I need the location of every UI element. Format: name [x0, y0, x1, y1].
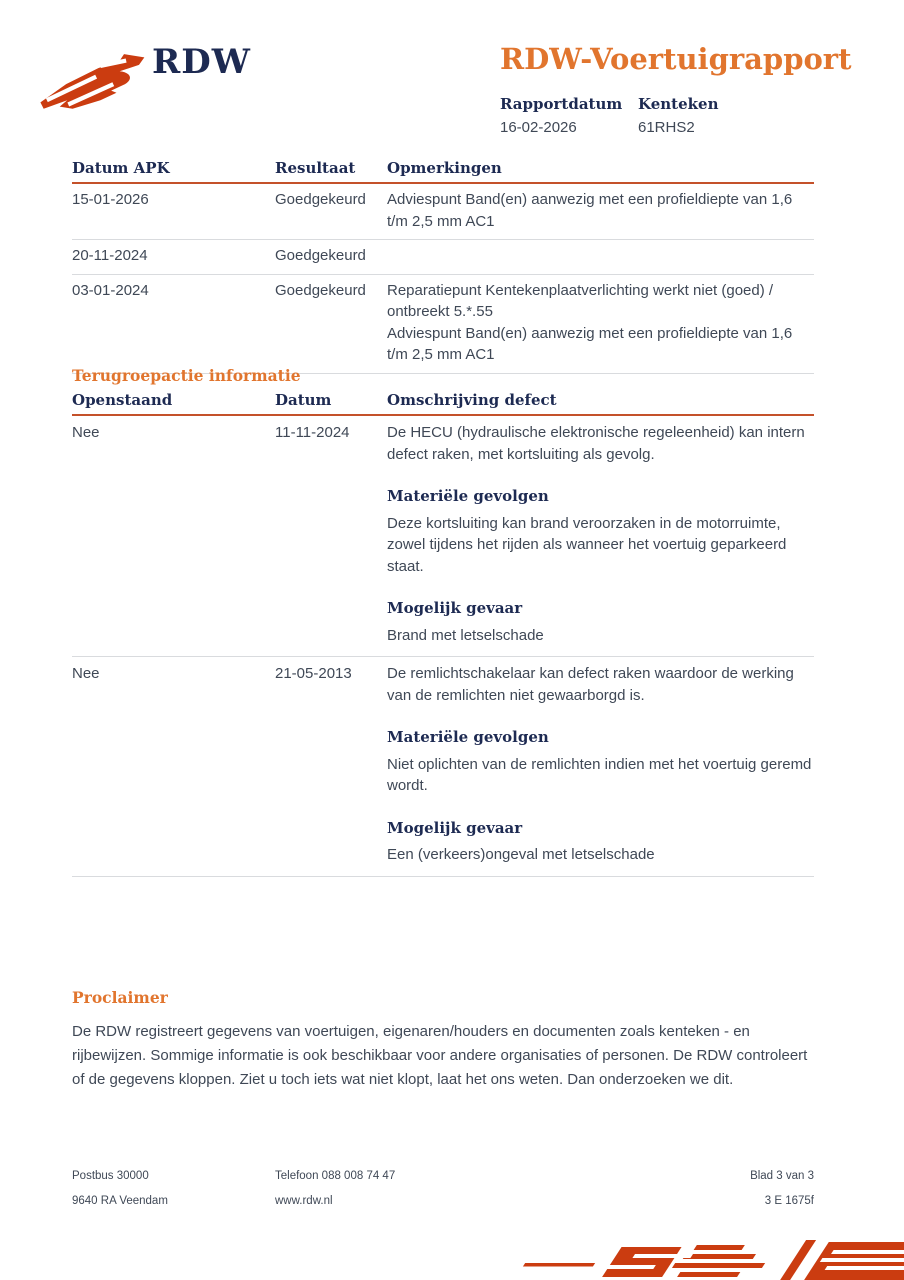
table-row	[72, 240, 814, 275]
proclaimer-title: Proclaimer	[72, 988, 168, 1007]
recall-openstaand-cell: Nee	[72, 665, 100, 682]
apk-header-datum: Datum APK	[72, 159, 170, 177]
apk-resultaat-cell: Goedgekeurd	[275, 247, 366, 264]
rapportdatum-label: Rapportdatum	[500, 95, 623, 113]
apk-datum-cell: 15-01-2026	[72, 191, 149, 208]
apk-table	[72, 159, 814, 374]
mogelijk-gevaar-heading: Mogelijk gevaar	[387, 599, 523, 617]
rdw-feather-logo-icon	[38, 52, 150, 112]
mogelijk-gevaar-text: Brand met letselschade	[387, 626, 544, 644]
apk-opmerkingen-cell	[387, 280, 814, 366]
footer-address-line2: 9640 RA Veendam	[72, 1195, 168, 1207]
kenteken-label: Kenteken	[638, 95, 719, 113]
materiele-gevolgen-heading: Materiële gevolgen	[387, 487, 549, 505]
table-row	[72, 275, 814, 374]
recall-table-header	[72, 391, 814, 416]
footer-page-indicator: Blad 3 van 3	[750, 1170, 814, 1182]
footer-contact	[275, 1170, 750, 1207]
recall-datum-cell: 11-11-2024	[275, 424, 350, 441]
table-row	[72, 184, 814, 240]
recall-defect-cell	[387, 663, 814, 866]
table-row	[72, 657, 814, 877]
apk-header-resultaat: Resultaat	[275, 159, 356, 177]
rapportdatum-value: 16-02-2026	[500, 119, 577, 136]
materiele-gevolgen-text: Niet oplichten van de remlichten indien met het voertuig geremd wordt.	[387, 755, 812, 794]
mogelijk-gevaar-heading: Mogelijk gevaar	[387, 818, 523, 837]
page-title: RDW-Voertuigrapport	[500, 42, 852, 76]
proclaimer-section	[72, 988, 814, 1092]
recall-openstaand-cell: Nee	[72, 424, 100, 441]
defect-description: De HECU (hydraulische elektronische regeleenheid) kan intern defect raken, met kortsluiting als gevolg.	[387, 424, 805, 463]
remark-text: Adviespunt Band(en) aanwezig met een profieldiepte van 1,6 t/m 2,5 mm AC1	[387, 191, 793, 230]
footer-page-info	[750, 1170, 814, 1207]
rapportdatum-block	[500, 95, 638, 136]
apk-datum-cell: 20-11-2024	[72, 247, 148, 264]
defect-description: De remlichtschakelaar kan defect raken waardoor de werking van de remlichten niet gewaarborgd is.	[387, 665, 794, 704]
kenteken-block	[638, 95, 776, 136]
footer-website: www.rdw.nl	[275, 1195, 333, 1207]
rdw-stripes-icon	[514, 1234, 904, 1280]
bottom-stripes-art	[514, 1234, 904, 1280]
report-meta	[500, 95, 776, 136]
recall-section-title: Terugroepactie informatie	[72, 366, 301, 385]
recall-datum-cell: 21-05-2013	[275, 665, 352, 682]
table-row	[72, 416, 814, 657]
recall-table	[72, 391, 814, 877]
page-footer	[72, 1170, 814, 1207]
recall-header-datum: Datum	[275, 391, 332, 409]
footer-phone: Telefoon 088 008 74 47	[275, 1170, 396, 1182]
apk-table-header	[72, 159, 814, 184]
materiele-gevolgen-text: Deze kortsluiting kan brand veroorzaken in de motorruimte, zowel tijdens het rijden als wanneer het voertuig geparkeerd staat.	[387, 514, 787, 575]
remark-text: Adviespunt Band(en) aanwezig met een profieldiepte van 1,6 t/m 2,5 mm AC1	[387, 324, 793, 363]
recall-header-omschrijving: Omschrijving defect	[387, 391, 557, 409]
apk-resultaat-cell: Goedgekeurd	[275, 191, 366, 208]
apk-datum-cell: 03-01-2024	[72, 281, 149, 299]
apk-opmerkingen-cell	[387, 189, 814, 232]
proclaimer-text: De RDW registreert gegevens van voertuigen, eigenaren/houders en documenten zoals kenteken - en rijbewijzen. Sommige informatie is ook beschikbaar voor andere organisaties of personen. De RDW controleert of de gegevens kloppen. Ziet u toch iets wat niet klopt, laat het ons weten. Dan onderzoeken we dit.	[72, 1023, 808, 1088]
recall-defect-cell	[387, 422, 814, 646]
mogelijk-gevaar-text: Een (verkeers)ongeval met letselschade	[387, 846, 655, 863]
recall-header-openstaand: Openstaand	[72, 391, 173, 409]
apk-header-opmerkingen: Opmerkingen	[387, 159, 502, 177]
materiele-gevolgen-heading: Materiële gevolgen	[387, 728, 549, 746]
apk-resultaat-cell: Goedgekeurd	[275, 281, 366, 299]
remark-text: Reparatiepunt Kentekenplaatverlichting werkt niet (goed) / ontbreekt 5.*.55	[387, 281, 774, 320]
rdw-logo-text: RDW	[152, 42, 251, 82]
footer-doc-code: 3 E 1675f	[764, 1195, 814, 1207]
recall-section	[72, 366, 814, 877]
footer-address	[72, 1170, 275, 1207]
apk-opmerkingen-cell	[387, 245, 814, 267]
footer-address-line1: Postbus 30000	[72, 1170, 149, 1182]
kenteken-value: 61RHS2	[638, 119, 695, 136]
